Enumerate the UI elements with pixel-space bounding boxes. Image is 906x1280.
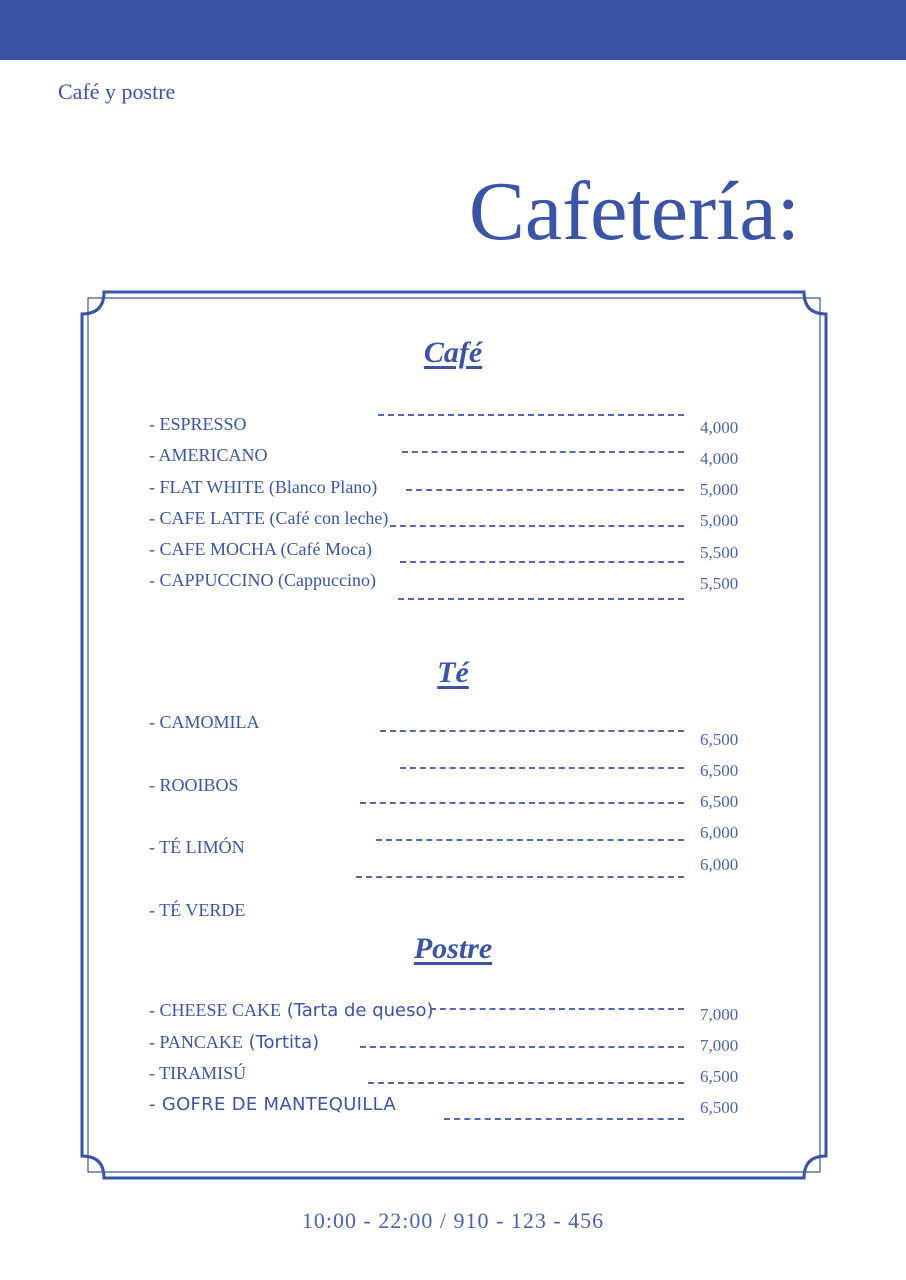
menu-price: 7,000	[700, 1005, 739, 1024]
menu-price: 6,000	[700, 823, 739, 842]
menu-item	[149, 1000, 434, 1021]
menu-price: 5,500	[700, 543, 739, 562]
menu-price: 6,500	[700, 730, 739, 749]
menu-price: 7,000	[700, 1036, 739, 1055]
section-title-te: Té	[437, 656, 469, 689]
menu-price: 5,000	[700, 511, 739, 530]
section-title-cafe: Café	[423, 336, 483, 369]
menu-item-subtitle: (Tarta de queso)	[281, 1000, 434, 1021]
menu-price: 6,500	[700, 792, 739, 811]
menu-item: - CAFE MOCHA (Café Moca)	[149, 539, 372, 559]
menu-price: 6,000	[700, 855, 739, 874]
dotted-leader	[390, 525, 684, 527]
dotted-leader	[398, 598, 684, 600]
menu-item: - TÉ LIMÓN	[149, 837, 245, 857]
dotted-leader	[406, 489, 684, 491]
dotted-leader	[356, 876, 684, 878]
dotted-leader	[360, 802, 684, 804]
menu-price: 6,500	[700, 1067, 739, 1086]
menu-price: 5,000	[700, 480, 739, 499]
dotted-leader	[376, 839, 684, 841]
dotted-leader	[360, 1046, 684, 1048]
dotted-leader	[400, 561, 684, 563]
menu-item: - TIRAMISÚ	[149, 1063, 247, 1083]
menu-item: - TÉ VERDE	[149, 900, 246, 920]
menu-price: 5,500	[700, 574, 739, 593]
dotted-leader	[400, 767, 684, 769]
menu-item	[149, 1032, 319, 1053]
menu-item: - CAPPUCCINO (Cappuccino)	[149, 570, 376, 590]
menu-price: 4,000	[700, 449, 739, 468]
menu-item-name: - CHEESE CAKE	[149, 1000, 281, 1020]
menu-item-name: - PANCAKE	[149, 1032, 243, 1052]
menu-item: - CAFE LATTE (Café con leche)	[149, 508, 389, 528]
top-banner	[0, 0, 906, 60]
menu-item: - CAMOMILA	[149, 712, 260, 732]
menu-item: - ESPRESSO	[149, 414, 247, 434]
menu-item: - FLAT WHITE (Blanco Plano)	[149, 477, 378, 497]
menu-item: - AMERICANO	[149, 445, 268, 465]
dotted-leader	[368, 1082, 684, 1084]
dotted-leader	[430, 1008, 684, 1010]
menu-price: 4,000	[700, 418, 739, 437]
dotted-leader	[380, 730, 684, 732]
menu-price: 6,500	[700, 1098, 739, 1117]
footer-hours-phone: 10:00 - 22:00 / 910 - 123 - 456	[301, 1208, 605, 1233]
menu-price: 6,500	[700, 761, 739, 780]
page-title: Cafetería:	[468, 165, 800, 258]
dotted-leader	[402, 451, 684, 453]
menu-item: - GOFRE DE MANTEQUILLA	[149, 1094, 396, 1115]
dotted-leader	[378, 414, 684, 416]
menu-item: - ROOIBOS	[149, 775, 239, 795]
menu-item-subtitle: (Tortita)	[242, 1032, 320, 1053]
section-title-postre: Postre	[413, 932, 493, 965]
brand-name: Café y postre	[58, 79, 176, 104]
dotted-leader	[444, 1118, 684, 1120]
